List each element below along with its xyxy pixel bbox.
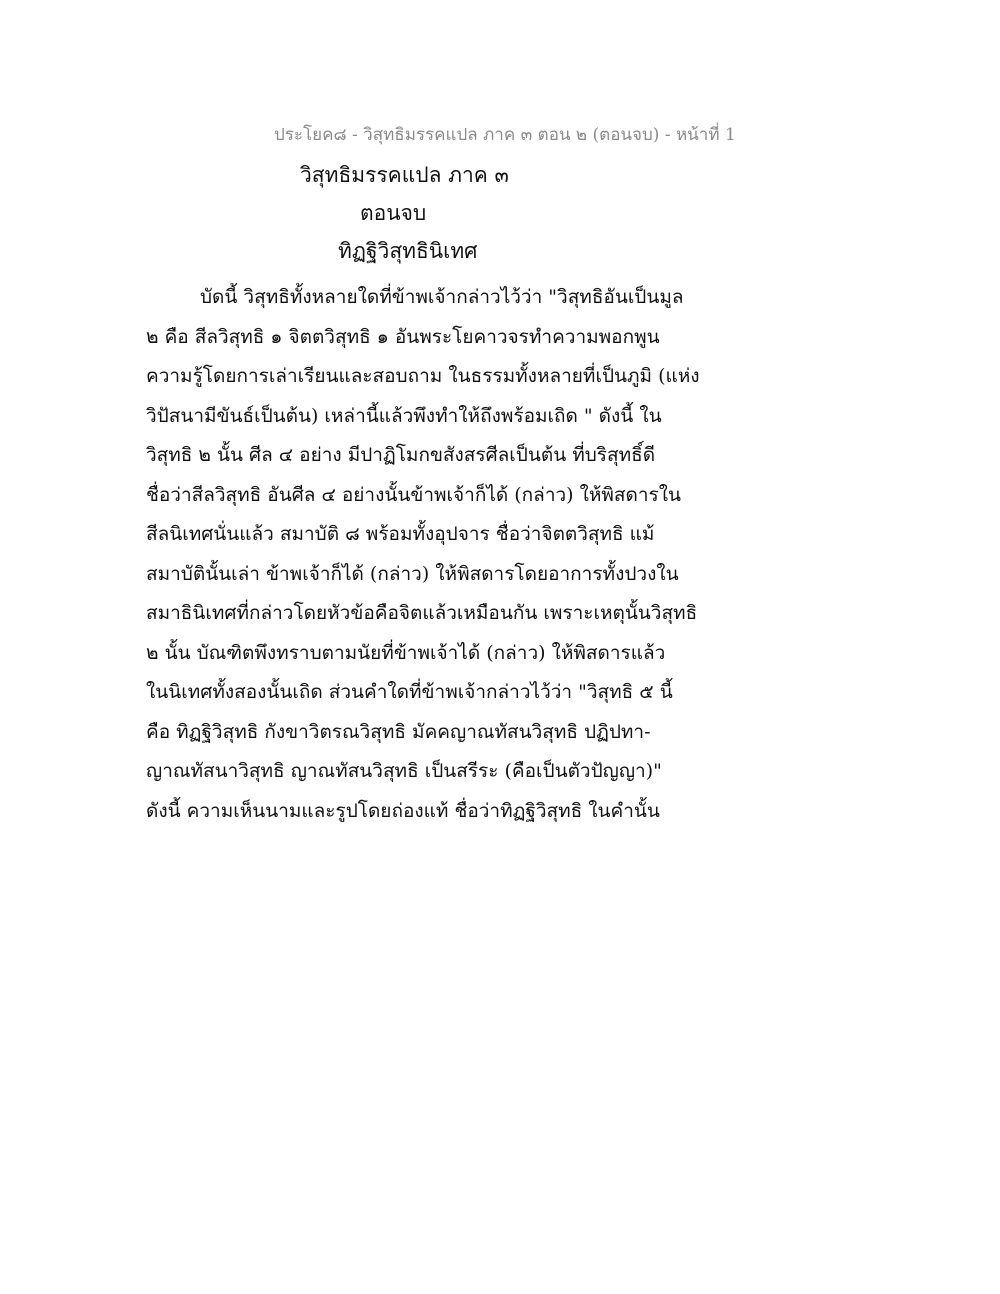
- text-line: ในนิเทศทั้งสองนั้นเถิด ส่วนคำใดที่ข้าพเจ้ากล่าวไว้ว่า "วิสุทธิ ๕ นี้: [146, 681, 673, 703]
- running-header: ประโยค๘ - วิสุทธิมรรคแปล ภาค ๓ ตอน ๒ (ตอนจบ) - หน้าที่ 1: [274, 125, 736, 145]
- text-line: ความรู้โดยการเล่าเรียนและสอบถาม ในธรรมทั้งหลายที่เป็นภูมิ (แห่ง: [146, 365, 700, 387]
- text-line: ๒ นั้น บัณฑิตพึงทราบตามนัยที่ข้าพเจ้าได้ (กล่าว) ให้พิสดารแล้ว: [146, 641, 666, 664]
- book-title: วิสุทธิมรรคแปล ภาค ๓: [300, 163, 509, 187]
- text-line: คือ ทิฏฐิวิสุทธิ กังขาวิตรณวิสุทธิ มัคคญาณทัสนวิสุทธิ ปฏิปทา-: [146, 720, 651, 743]
- text-line: สมาบัตินั้นเล่า ข้าพเจ้าก็ได้ (กล่าว) ให้พิสดารโดยอาการทั้งปวงใน: [146, 562, 679, 585]
- section-title: ทิฏฐิวิสุทธินิเทศ: [338, 239, 478, 263]
- text-line: วิปัสนามีขันธ์เป็นต้น) เหล่านี้แล้วพึงทำให้ถึงพร้อมเถิด " ดังนี้ ใน: [146, 404, 662, 427]
- text-line: สมาธินิเทศที่กล่าวโดยหัวข้อคือจิตแล้วเหมือนกัน เพราะเหตุนั้นวิสุทธิ: [146, 602, 698, 624]
- text-line: ชื่อว่าสีลวิสุทธิ อันศีล ๔ อย่างนั้นข้าพเจ้าก็ได้ (กล่าว) ให้พิสดารใน: [146, 483, 682, 506]
- text-line: ๒ คือ สีลวิสุทธิ ๑ จิตตวิสุทธิ ๑ อันพระโยคาวจรทำความพอกพูน: [146, 325, 660, 348]
- text-line: บัดนี้ วิสุทธิทั้งหลายใดที่ข้าพเจ้ากล่าวไว้ว่า "วิสุทธิอันเป็นมูล: [200, 286, 684, 308]
- text-line: ญาณทัสนาวิสุทธิ ญาณทัสนวิสุทธิ เป็นสรีระ (คือเป็นตัวปัญญา)": [146, 760, 662, 782]
- text-line: วิสุทธิ ๒ นั้น ศีล ๔ อย่าง มีปาฏิโมกขสังสรศีลเป็นต้น ที่บริสุทธิ์ดี: [146, 444, 656, 466]
- text-line: ดังนี้ ความเห็นนามและรูปโดยถ่องแท้ ชื่อว่าทิฏฐิวิสุทธิ ในคำนั้น: [146, 799, 660, 822]
- text-line: สีลนิเทศนั่นแล้ว สมาบัติ ๘ พร้อมทั้งอุปจาร ชื่อว่าจิตตวิสุทธิ แม้: [146, 523, 655, 545]
- body-paragraph: [146, 282, 706, 835]
- part-title: ตอนจบ: [360, 201, 427, 225]
